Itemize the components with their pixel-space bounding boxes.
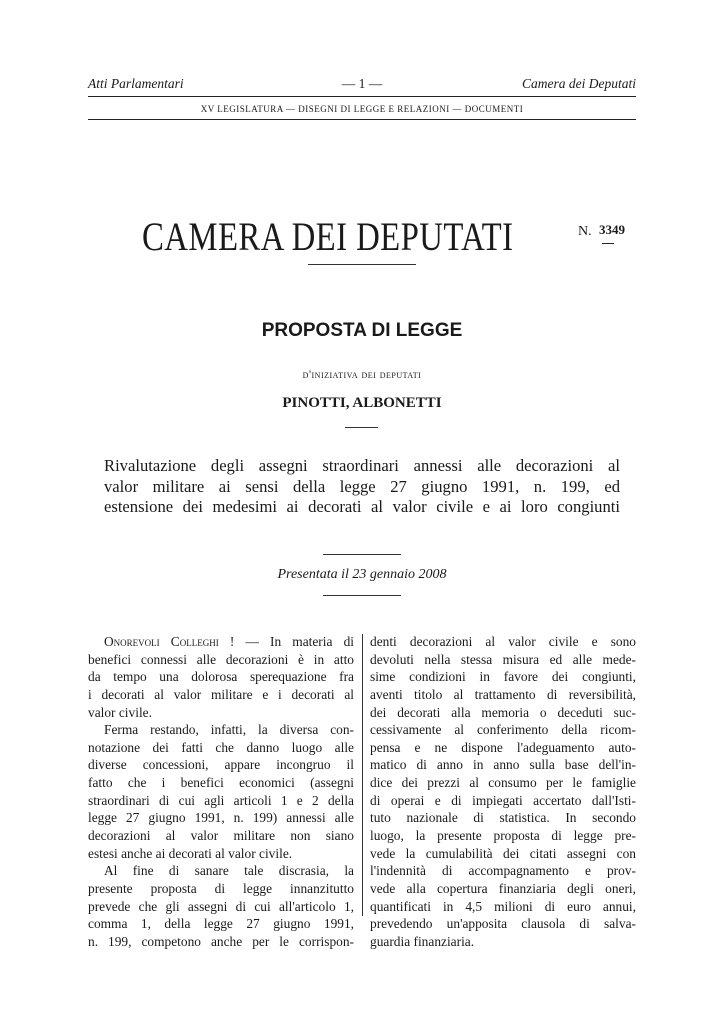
body-line: prevedendo un'apposita clausola di salva- [370,916,636,932]
body-line: benefici connessi alle decorazioni è in atto [88,651,354,667]
salutation: Onorevoli Colleghi [104,634,219,649]
body-column-left [88,633,354,951]
running-head-right: Camera dei Deputati [522,76,636,91]
chamber-title: CAMERA DEI DEPUTATI [142,214,514,259]
body-line: decorazioni al valor militare non siano [88,828,354,844]
body-line: sime condizioni in favore dei congiunti, [370,669,636,685]
bill-title [104,456,620,518]
body-line: Onorevoli Colleghi ! — In materia di [104,634,354,649]
body-line: Al fine di sanare tale discrasia, la [104,863,354,879]
body-line: vede la cumulabilità dei citati assegni con [370,845,636,861]
header-rule-bottom [88,119,636,120]
body-line: l'indennità di accompagnamento e prov- [370,863,636,879]
body-line: quantificati in 4,5 milioni di euro annui, [370,898,636,914]
presented-rule-top [323,554,401,555]
proposal-heading: PROPOSTA DI LEGGE [261,320,463,341]
body-line: denti decorazioni al valor civile e sono [370,634,636,649]
presented-date: Presentata il 23 gennaio 2008 [277,567,447,582]
body-line: n. 199, competono anche per le corrispon- [88,933,354,949]
body-line: matico di anno in anno sulla base dell'in- [370,757,636,773]
body-line: luogo, la presente proposta di legge pre- [370,828,636,844]
body-line: prevede che gli assegni di cui all'articolo 1, [88,898,354,914]
bill-title-line: estensione dei medesimi ai decorati al valor civile e ai loro congiunti [104,497,620,516]
document-number-label: N. [578,224,592,239]
body-line: vede alla copertura finanziaria degli oneri, [370,880,636,896]
body-line: presente proposta di legge innanzitutto [88,880,354,896]
body-line: fatto che i benefici economici (assegni [88,775,354,791]
deputies-names: PINOTTI, ALBONETTI [282,395,442,411]
body-line: aventi titolo al trattamento di reversibilità, [370,686,636,702]
body-line: tuto nazionale di statistica. In secondo [370,810,636,826]
header-rule-top [88,96,636,97]
title-divider [308,264,416,265]
bill-title-line: Rivalutazione degli assegni straordinari annessi alle decorazioni al [104,456,620,475]
body-line: legge 27 giugno 1991, n. 199) annessi alle [88,810,354,826]
body-line: da tempo una dolorosa sperequazione fra [88,669,354,685]
body-column-right [370,633,636,951]
body-line: pensa e ne dispone l'adeguamento auto- [370,739,636,755]
document-number: 3349 [599,222,625,237]
body-line: straordinari di cui agli articoli 1 e 2 della [88,792,354,808]
presented-rule-bottom [323,595,401,596]
body-line: guardia finanziaria. [370,933,475,949]
body-line: i decorati al valor militare e i decorati al [88,686,354,702]
body-line: dice dei prezzi al consumo per le famiglie [370,775,636,791]
body-line: cessivamente al conferimento della ricom- [370,722,636,738]
running-head [88,76,636,96]
legislature-subhead: XV LEGISLATURA — DISEGNI DI LEGGE E RELAZIONI — DOCUMENTI [200,104,524,114]
bill-title-line: valor militare ai sensi della legge 27 giugno 1991, n. 199, ed [104,476,620,496]
column-divider [362,634,363,916]
body-line: diverse concessioni, appare incongruo il [88,757,354,773]
body-line: dei decorati alla memoria o deceduti suc- [370,704,636,720]
page-number: — 1 — [341,76,383,91]
deputies-divider [345,427,378,428]
body-line: valor civile. [88,704,152,720]
body-line: notazione dei fatti che danno luogo alle [88,739,354,755]
body-line: di operai e di impiegati accertato dall'Isti- [370,792,636,808]
initiative-line: d'iniziativa dei deputati [302,369,422,381]
body-line: Ferma restando, infatti, la diversa con- [104,722,354,738]
running-head-left: Atti Parlamentari [88,76,184,91]
body-line: comma 1, della legge 27 giugno 1991, [88,916,354,932]
document-number-dash [602,243,614,244]
body-line: estesi anche ai decorati al valor civile. [88,845,293,861]
body-line: devoluti nella stessa misura ed alle mede- [370,651,636,667]
